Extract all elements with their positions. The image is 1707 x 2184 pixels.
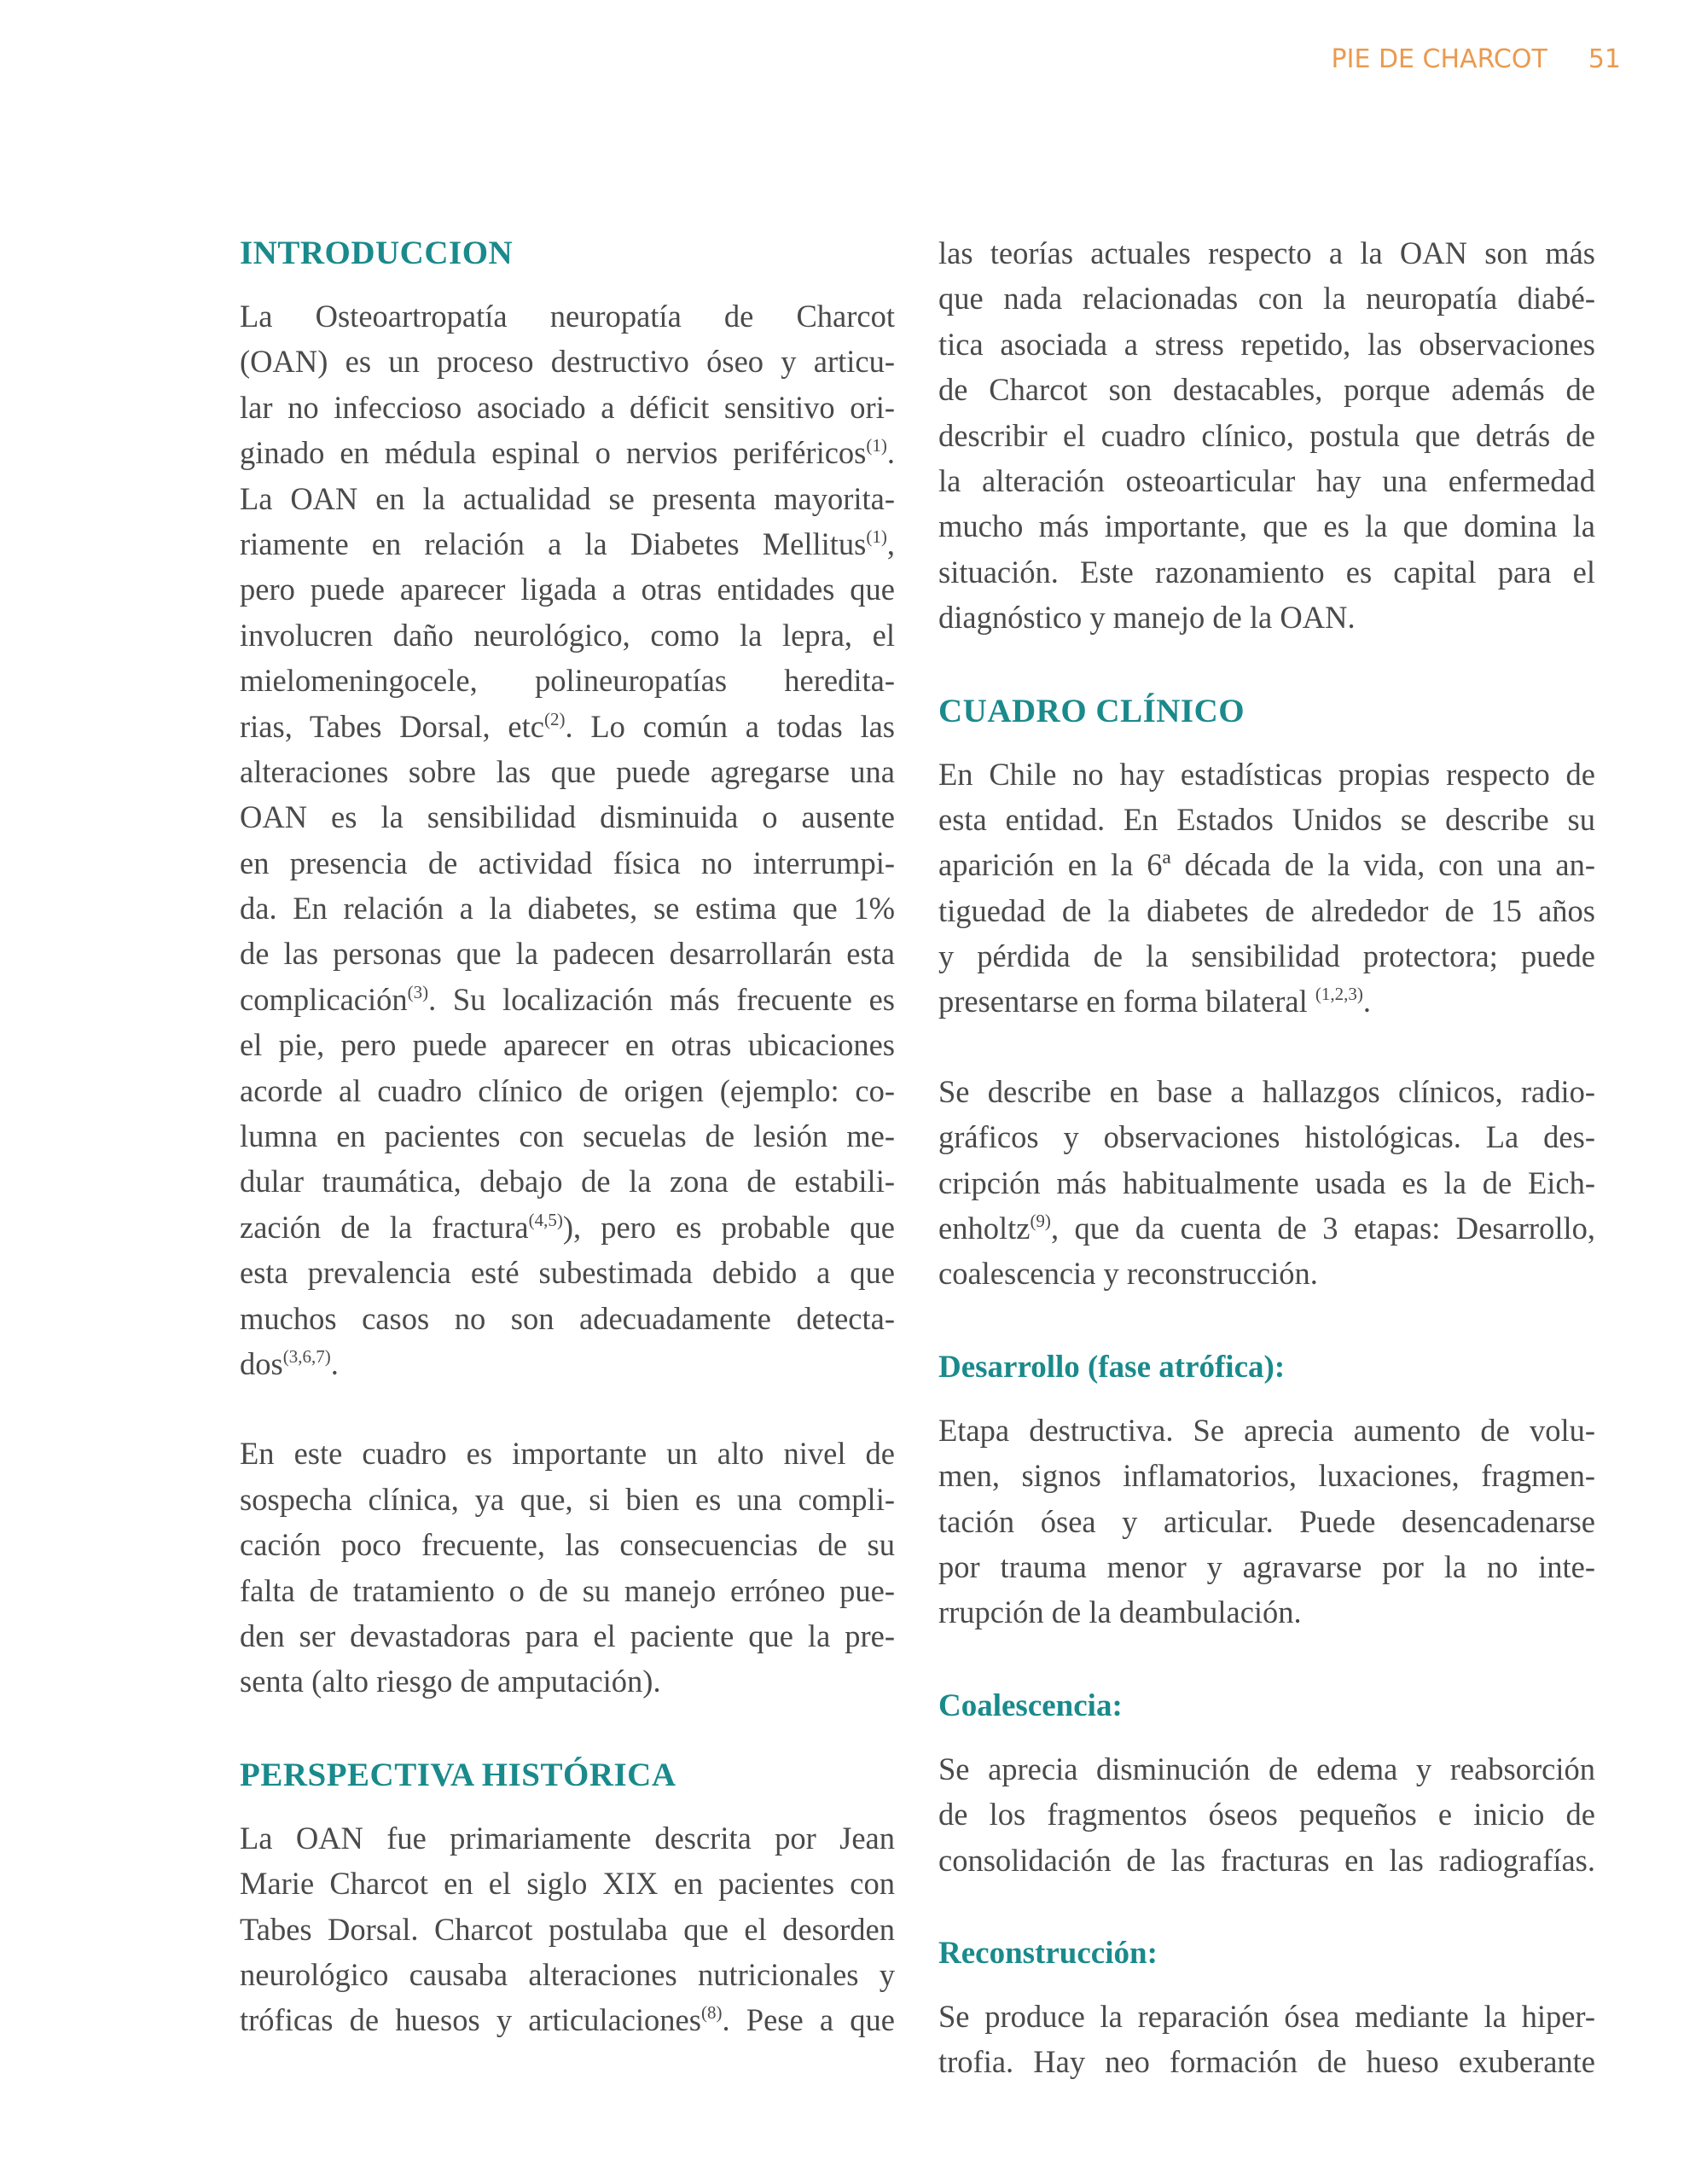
left-column xyxy=(240,230,895,2043)
text-line: que nada relacionadas con la neuropatía diabé- xyxy=(938,281,1595,317)
text-line: trofia. Hay neo formación de hueso exuberante xyxy=(938,2044,1595,2080)
citation-ref: (1) xyxy=(866,526,887,547)
text-line: men, signos inflamatorios, luxaciones, fragmen- xyxy=(938,1458,1595,1494)
text-line: coalescencia y reconstrucción. xyxy=(938,1256,1318,1292)
text-line: Marie Charcot en el siglo XIX en pacientes con xyxy=(240,1866,895,1902)
text-line: consolidación de las fracturas en las radiografías. xyxy=(938,1842,1595,1878)
text-line: senta (alto riesgo de amputación). xyxy=(240,1664,661,1699)
text-line: y pérdida de la sensibilidad protectora; puede xyxy=(938,938,1595,974)
text-line: tróficas de huesos y articulaciones$^{(8)}$. Pese a que xyxy=(240,2002,895,2038)
text-line: cripción más habitualmente usada es la de Eich- xyxy=(938,1165,1595,1200)
text-line: dular traumática, debajo de la zona de estabili- xyxy=(240,1164,895,1199)
text-line: rrupción de la deambulación. xyxy=(938,1594,1302,1630)
text-line: Etapa destructiva. Se aprecia aumento de volu- xyxy=(938,1412,1595,1448)
text-line: involucren daño neurológico, como la lepra, el xyxy=(240,617,895,653)
text-line: da. En relación a la diabetes, se estima que 1% xyxy=(240,891,895,926)
text-line: La OAN fue primariamente descrita por Jean xyxy=(240,1820,895,1856)
text-line: riamente en relación a la Diabetes Mellitus$^{(1)}$, xyxy=(240,526,895,561)
paragraph-introduccion-2 xyxy=(240,1431,895,1704)
text-line: lumna en pacientes con secuelas de lesión me- xyxy=(240,1118,895,1154)
paragraph-perspectiva xyxy=(240,1815,895,2043)
text-line: el pie, pero puede aparecer en otras ubicaciones xyxy=(240,1027,895,1063)
citation-ref: (2) xyxy=(543,708,566,729)
text-line: Tabes Dorsal. Charcot postulaba que el desorden xyxy=(240,1911,895,1947)
text-line: (OAN) es un proceso destructivo óseo y articu- xyxy=(240,344,895,380)
page-number: 51 xyxy=(1588,44,1621,74)
text-line: ginado en médula espinal o nervios periféricos$^{(1)}$. xyxy=(240,435,895,471)
paragraph-continuation xyxy=(938,230,1595,641)
text-line: aparición en la 6ª década de la vida, con una an- xyxy=(938,847,1595,883)
right-column xyxy=(938,230,1595,2085)
citation-ref: (3) xyxy=(407,981,429,1002)
citation-ref: (3,6,7) xyxy=(282,1345,331,1367)
paragraph-cuadro-clinico-2 xyxy=(938,1069,1595,1297)
subheading-coalescencia: Coalescencia: xyxy=(938,1687,1123,1723)
text-line: enholtz$^{(9)}$, que da cuenta de 3 etapas: Desarrollo, xyxy=(938,1211,1595,1246)
text-line: La Osteoartropatía neuropatía de Charcot xyxy=(240,299,895,334)
text-line: complicación$^{(3)}$. Su localización más frecuente es xyxy=(240,981,895,1017)
subheading-reconstruccion: Reconstrucción: xyxy=(938,1935,1158,1971)
text-line: tación ósea y articular. Puede desencadenarse xyxy=(938,1503,1595,1539)
text-line: den ser devastadoras para el paciente que la pre- xyxy=(240,1618,895,1653)
text-line: por trauma menor y agravarse por la no inte- xyxy=(938,1548,1595,1584)
text-line: de los fragmentos óseos pequeños e inicio de xyxy=(938,1797,1595,1833)
citation-ref: (1) xyxy=(866,435,887,456)
text-line: muchos casos no son adecuadamente detecta- xyxy=(240,1300,895,1336)
citation-ref: (8) xyxy=(700,2002,723,2024)
text-line: tica asociada a stress repetido, las observaciones xyxy=(938,326,1595,362)
text-line: de las personas que la padecen desarrollarán esta xyxy=(240,936,895,972)
running-title: PIE DE CHARCOT xyxy=(1331,44,1547,74)
text-line: acorde al cuadro clínico de origen (ejemplo: co- xyxy=(240,1072,895,1108)
text-line: falta de tratamiento o de su manejo erróneo pue- xyxy=(240,1572,895,1608)
text-line: la alteración osteoarticular hay una enfermedad xyxy=(938,462,1595,498)
text-line: sospecha clínica, ya que, si bien es una compli- xyxy=(240,1481,895,1517)
text-line: esta prevalencia esté subestimada debido a que xyxy=(240,1255,895,1291)
text-line: describir el cuadro clínico, postula que detrás de xyxy=(938,417,1595,453)
text-line: situación. Este razonamiento es capital para el xyxy=(938,554,1595,590)
running-header xyxy=(1280,44,1621,78)
text-line: Se aprecia disminución de edema y reabsorción xyxy=(938,1751,1595,1786)
heading-perspectiva-historica: PERSPECTIVA HISTÓRICA xyxy=(240,1756,676,1793)
text-line: esta entidad. En Estados Unidos se describe su xyxy=(938,801,1595,837)
text-line: diagnóstico y manejo de la OAN. xyxy=(938,600,1356,636)
text-line: zación de la fractura$^{(4,5)}$), pero es probable que xyxy=(240,1209,895,1245)
heading-cuadro-clinico: CUADRO CLÍNICO xyxy=(938,692,1245,729)
paragraph-coalescencia xyxy=(938,1746,1595,1883)
text-line: tiguedad de la diabetes de alrededor de 15 años xyxy=(938,892,1595,928)
text-line: las teorías actuales respecto a la OAN son más xyxy=(938,235,1595,270)
paragraph-cuadro-clinico-1 xyxy=(938,752,1595,1025)
text-line: lar no infeccioso asociado a déficit sensitivo ori- xyxy=(240,389,895,425)
text-line: cación poco frecuente, las consecuencias de su xyxy=(240,1527,895,1563)
text-line: En Chile no hay estadísticas propias respecto de xyxy=(938,756,1595,792)
text-line: de Charcot son destacables, porque además de xyxy=(938,372,1595,408)
citation-ref: (1,2,3) xyxy=(1315,984,1363,1005)
text-line: mielomeningocele, polineuropatías heredita- xyxy=(240,663,895,699)
citation-ref: (4,5) xyxy=(528,1209,563,1230)
paragraph-introduccion-1 xyxy=(240,293,895,1386)
heading-introduccion: INTRODUCCION xyxy=(240,235,514,271)
citation-ref: (9) xyxy=(1030,1211,1051,1232)
text-line: En este cuadro es importante un alto nivel de xyxy=(240,1436,895,1472)
subheading-desarrollo: Desarrollo (fase atrófica): xyxy=(938,1349,1286,1385)
paragraph-desarrollo xyxy=(938,1408,1595,1635)
text-line: dos$^{(3,6,7)}$. xyxy=(240,1345,339,1381)
text-line: neurológico causaba alteraciones nutricionales y xyxy=(240,1956,895,1992)
text-line: mucho más importante, que es la que domina la xyxy=(938,508,1595,544)
paragraph-reconstruccion xyxy=(938,1994,1595,2085)
text-line: rias, Tabes Dorsal, etc$^{(2)}$. Lo común a todas las xyxy=(240,708,895,744)
text-line: pero puede aparecer ligada a otras entidades que xyxy=(240,572,895,607)
text-line: La OAN en la actualidad se presenta mayorita- xyxy=(240,480,895,516)
text-line: presentarse en forma bilateral $^{(1,2,3)}$. xyxy=(938,984,1371,1019)
text-line: en presencia de actividad física no interrumpi- xyxy=(240,845,895,880)
text-line: gráficos y observaciones histológicas. La des- xyxy=(938,1119,1595,1155)
text-line: Se produce la reparación ósea mediante la hiper- xyxy=(938,1998,1595,2034)
text-line: alteraciones sobre las que puede agregarse una xyxy=(240,753,895,789)
text-line: OAN es la sensibilidad disminuida o ausente xyxy=(240,799,895,835)
text-line: Se describe en base a hallazgos clínicos, radio- xyxy=(938,1073,1595,1109)
